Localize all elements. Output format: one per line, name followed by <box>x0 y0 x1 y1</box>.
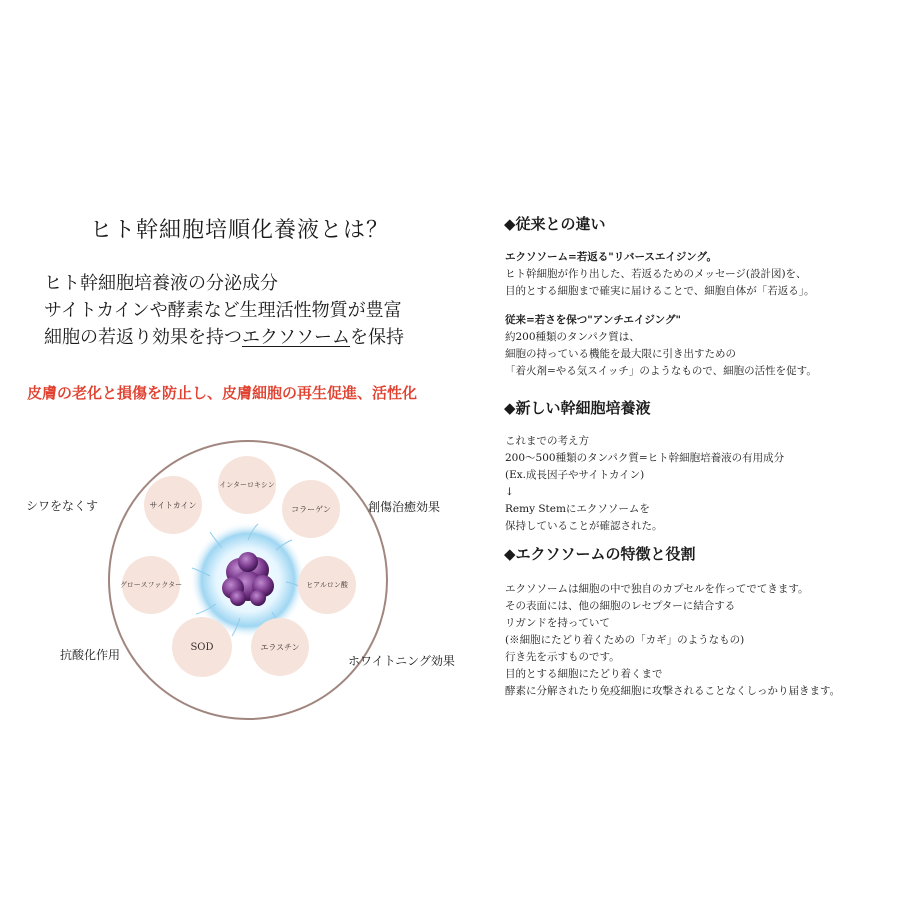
text-line: リガンドを持っていて <box>505 617 610 629</box>
effect-wrinkles: シワをなくす <box>26 499 99 513</box>
effect-whitening: ホワイトニング効果 <box>348 654 455 668</box>
node-interleukin: インターロキシン <box>218 456 276 514</box>
text-line: ヒト幹細胞が作り出した、若返るためのメッセージ(設計図)を、 <box>505 268 807 280</box>
node-cytokine: サイトカイン <box>144 476 202 534</box>
reverse-aging-lead: エクソソーム=若返る"リバースエイジング。 <box>505 251 718 263</box>
text-line: 保持していることが確認された。 <box>505 520 663 532</box>
node-elastin: エラスチン <box>251 618 309 676</box>
section-new-culture-heading: ◆新しい幹細胞培養液 <box>504 399 651 417</box>
text-line: Remy Stemにエクソソームを <box>505 503 650 515</box>
effect-antioxidant: 抗酸化作用 <box>60 648 121 662</box>
anti-aging-lead: 従来=若さを保つ"アンチエイジング" <box>505 314 681 326</box>
node-growth-factor: グロースファクター <box>122 556 180 614</box>
intro-line-3 <box>44 324 404 351</box>
node-collagen: コラーゲン <box>282 480 340 538</box>
text-line: 目的とする細胞まで確実に届けることで、細胞自体が「若返る」。 <box>505 285 815 297</box>
section-new-culture-body <box>505 433 784 535</box>
text-line: (※細胞にたどり着くための「カギ」のようなもの) <box>505 634 745 646</box>
intro-block <box>44 270 404 351</box>
intro-line-1: ヒト幹細胞培養液の分泌成分 <box>44 273 278 294</box>
text-line: 行き先を示すものです。 <box>505 651 620 663</box>
text-line: (Ex.成長因子やサイトカイン) <box>505 469 645 481</box>
section-difference-body <box>505 249 817 380</box>
intro-line-2: サイトカインや酵素など生理活性物質が豊富 <box>44 300 402 321</box>
text-line: 「着火剤=やる気スイッチ」のようなもので、細胞の活性を促す。 <box>505 365 817 377</box>
effect-wound-healing: 創傷治癒効果 <box>368 500 441 514</box>
text-line: 約200種類のタンパク質は、 <box>505 331 640 343</box>
text-line: その表面には、他の細胞のレセプターに結合する <box>505 600 736 612</box>
text-line: エクソソームは細胞の中で独自のカプセルを作ってでてきます。 <box>505 583 809 595</box>
node-hyaluronic-acid: ヒアルロン酸 <box>298 556 356 614</box>
component-diagram <box>108 440 388 720</box>
section-exosome-body <box>505 581 840 700</box>
text-line: 酵素に分解されたり免疫細胞に攻撃されることなくしっかり届きます。 <box>505 685 841 697</box>
text-line: これまでの考え方 <box>505 435 589 447</box>
down-arrow: ↓ <box>505 486 514 498</box>
section-difference-heading: ◆従来との違い <box>504 215 606 233</box>
node-sod: SOD <box>172 617 232 677</box>
main-title: ヒト幹細胞培順化養液とは？ <box>90 218 390 243</box>
text-line: 目的とする細胞にたどり着くまで <box>505 668 663 680</box>
text-line: 200〜500種類のタンパク質=ヒト幹細胞培養液の有用成分 <box>505 452 785 464</box>
intro-line-3-post: を保持 <box>350 327 404 348</box>
exosome-underlined: エクソソーム <box>242 327 350 348</box>
section-exosome-heading: ◆エクソソームの特徴と役割 <box>504 545 696 563</box>
text-line: 細胞の持っている機能を最大限に引き出すための <box>505 348 736 360</box>
intro-line-3-pre: 細胞の若返り効果を持つ <box>44 327 242 348</box>
tagline: 皮膚の老化と損傷を防止し、皮膚細胞の再生促進、活性化 <box>27 384 418 402</box>
